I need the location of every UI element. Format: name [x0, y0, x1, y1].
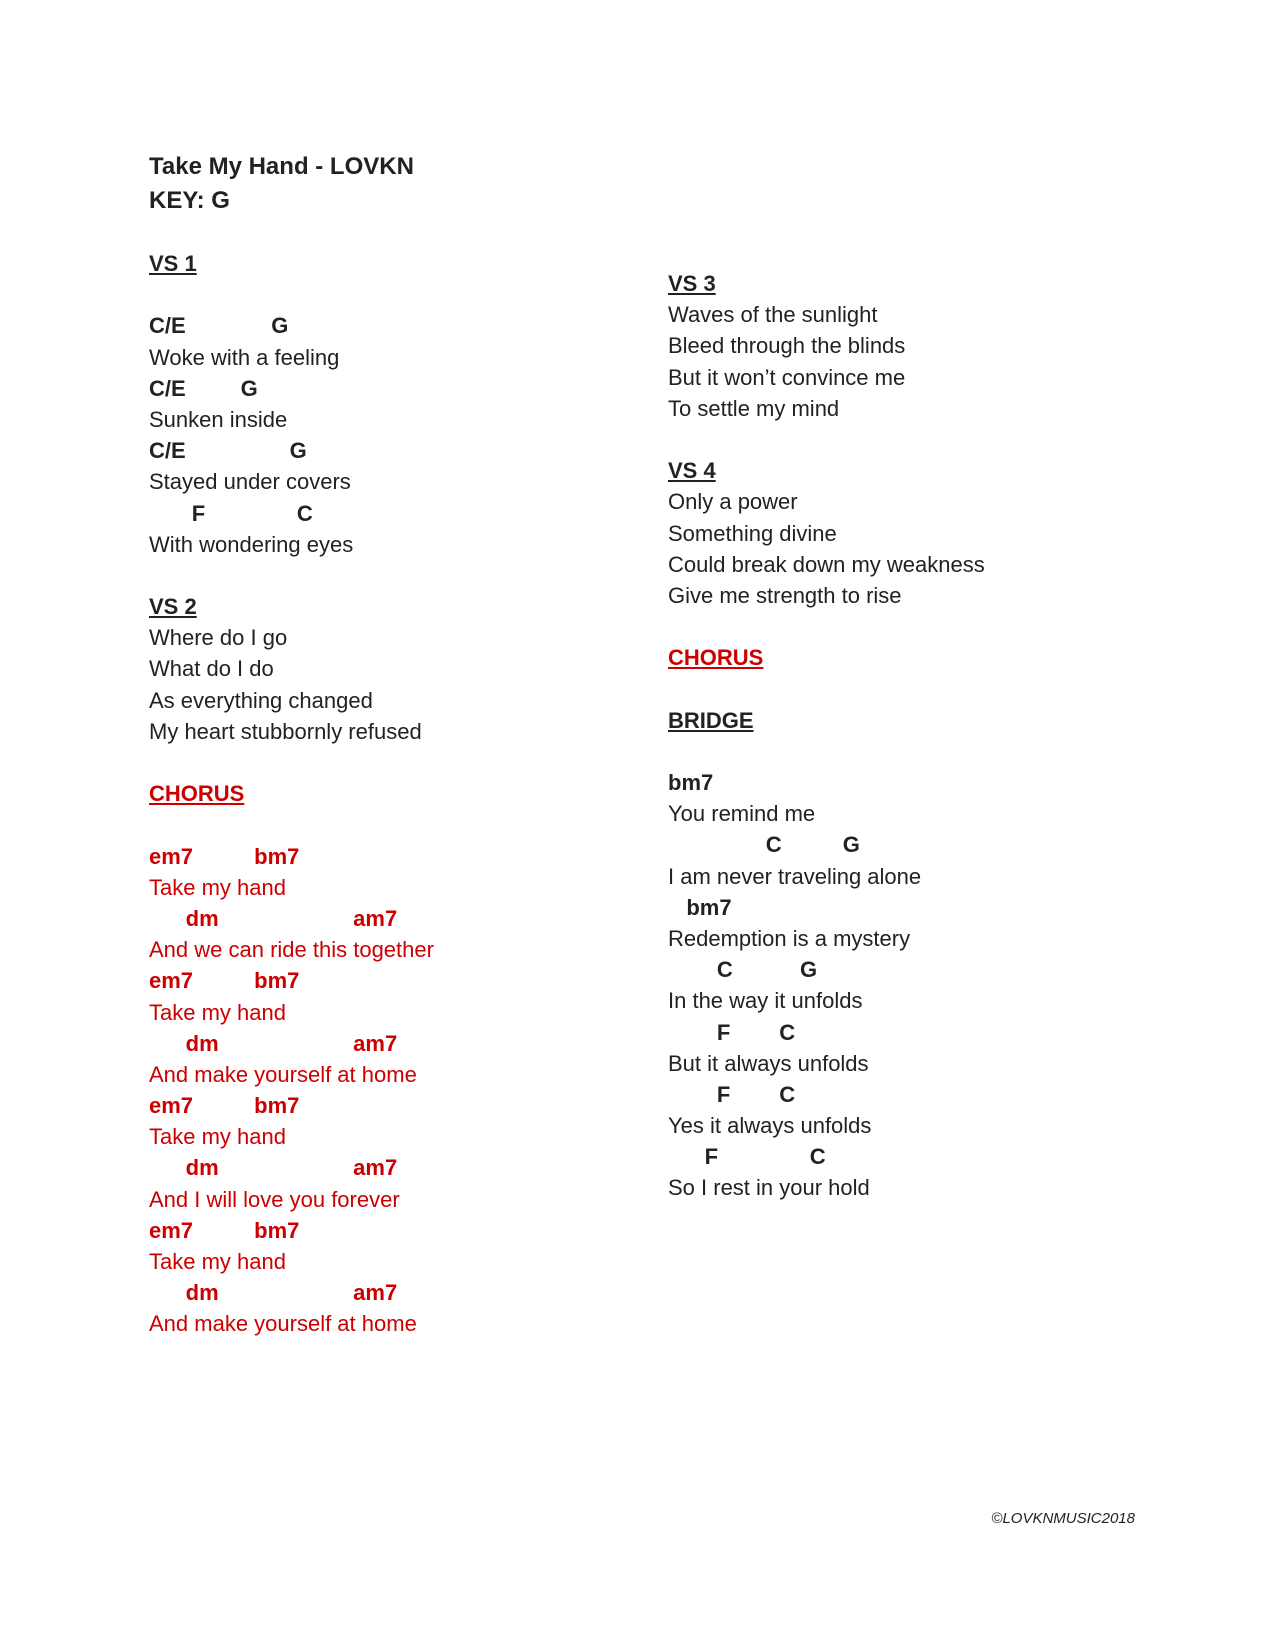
spacer: [668, 673, 985, 704]
lyric-line: But it always unfolds: [668, 1050, 869, 1076]
chord-line: dm am7: [149, 1155, 398, 1181]
chord-line: C/E G: [149, 375, 258, 401]
section-heading: VS 3: [668, 271, 716, 296]
lyric-line: Take my hand: [149, 1249, 286, 1274]
lyric-line: In the way it unfolds: [668, 988, 863, 1014]
lyric-line: And I will love you forever: [149, 1186, 400, 1212]
spacer: [668, 611, 985, 642]
section-heading: BRIDGE: [668, 707, 754, 733]
chord-line: em7 bm7: [149, 843, 300, 869]
song-key: KEY: G: [149, 187, 230, 214]
lyric-line: And make yourself at home: [149, 1311, 417, 1337]
chord-line: dm am7: [149, 1030, 398, 1056]
spacer: [149, 809, 434, 840]
chord-line: em7 bm7: [149, 1217, 300, 1243]
chord-line: dm am7: [149, 905, 398, 931]
lyric-line: Take my hand: [149, 874, 286, 900]
chord-line: C G: [668, 957, 818, 983]
lyric-line: And make yourself at home: [149, 1061, 417, 1087]
spacer: [668, 736, 985, 767]
lyric-line: What do I do: [149, 656, 274, 682]
chord-line: bm7: [668, 894, 732, 920]
chord-line: F C: [668, 1019, 796, 1045]
chord-line: C/E G: [149, 438, 307, 464]
lyric-line: Bleed through the blinds: [668, 333, 906, 359]
left-column: [149, 248, 434, 1340]
chord-line: C G: [668, 832, 860, 858]
spacer: [668, 424, 985, 455]
lyric-line: Something divine: [668, 520, 837, 546]
section-heading: VS 1: [149, 251, 197, 276]
lyric-line: Take my hand: [149, 1124, 286, 1150]
lyric-line: Sunken inside: [149, 406, 288, 432]
lyric-line: Only a power: [668, 489, 798, 515]
lyric-line: Redemption is a mystery: [668, 925, 911, 951]
lyric-line: Woke with a feeling: [149, 344, 340, 370]
chord-line: F C: [149, 500, 313, 526]
section-heading: VS 4: [668, 458, 716, 484]
section-heading: CHORUS: [668, 645, 764, 671]
lyric-line: With wondering eyes: [149, 531, 354, 557]
lyric-line: Could break down my weakness: [668, 551, 985, 577]
copyright-notice: ©LOVKNMUSIC2018: [991, 1510, 1135, 1527]
lyric-line: But it won’t convince me: [668, 364, 906, 390]
lyric-line: As everything changed: [149, 687, 373, 713]
section-heading: CHORUS: [149, 781, 245, 807]
lyric-line: Waves of the sunlight: [668, 302, 878, 328]
lyric-line: You remind me: [668, 801, 816, 827]
chord-line: F C: [668, 1144, 826, 1170]
spacer: [149, 560, 434, 591]
lyric-line: My heart stubbornly refused: [149, 718, 422, 744]
lyric-line: To settle my mind: [668, 395, 840, 421]
lyric-line: Where do I go: [149, 625, 288, 651]
chord-line: em7 bm7: [149, 968, 300, 994]
lyric-line: So I rest in your hold: [668, 1175, 870, 1201]
lyric-line: And we can ride this together: [149, 937, 434, 963]
lyric-line: Give me strength to rise: [668, 582, 902, 608]
spacer: [149, 747, 434, 778]
lyric-line: Stayed under covers: [149, 469, 351, 495]
chord-line: F C: [668, 1081, 796, 1107]
chord-line: dm am7: [149, 1280, 398, 1306]
right-column: [668, 268, 985, 1204]
chord-line: C/E G: [149, 313, 289, 339]
song-title: Take My Hand - LOVKN: [149, 153, 414, 180]
lyric-line: Take my hand: [149, 999, 286, 1025]
chord-line: em7 bm7: [149, 1093, 300, 1119]
lyric-line: I am never traveling alone: [668, 863, 922, 889]
spacer: [149, 279, 434, 310]
section-heading: VS 2: [149, 594, 197, 620]
chord-line: bm7: [668, 770, 714, 795]
lyric-line: Yes it always unfolds: [668, 1113, 872, 1139]
